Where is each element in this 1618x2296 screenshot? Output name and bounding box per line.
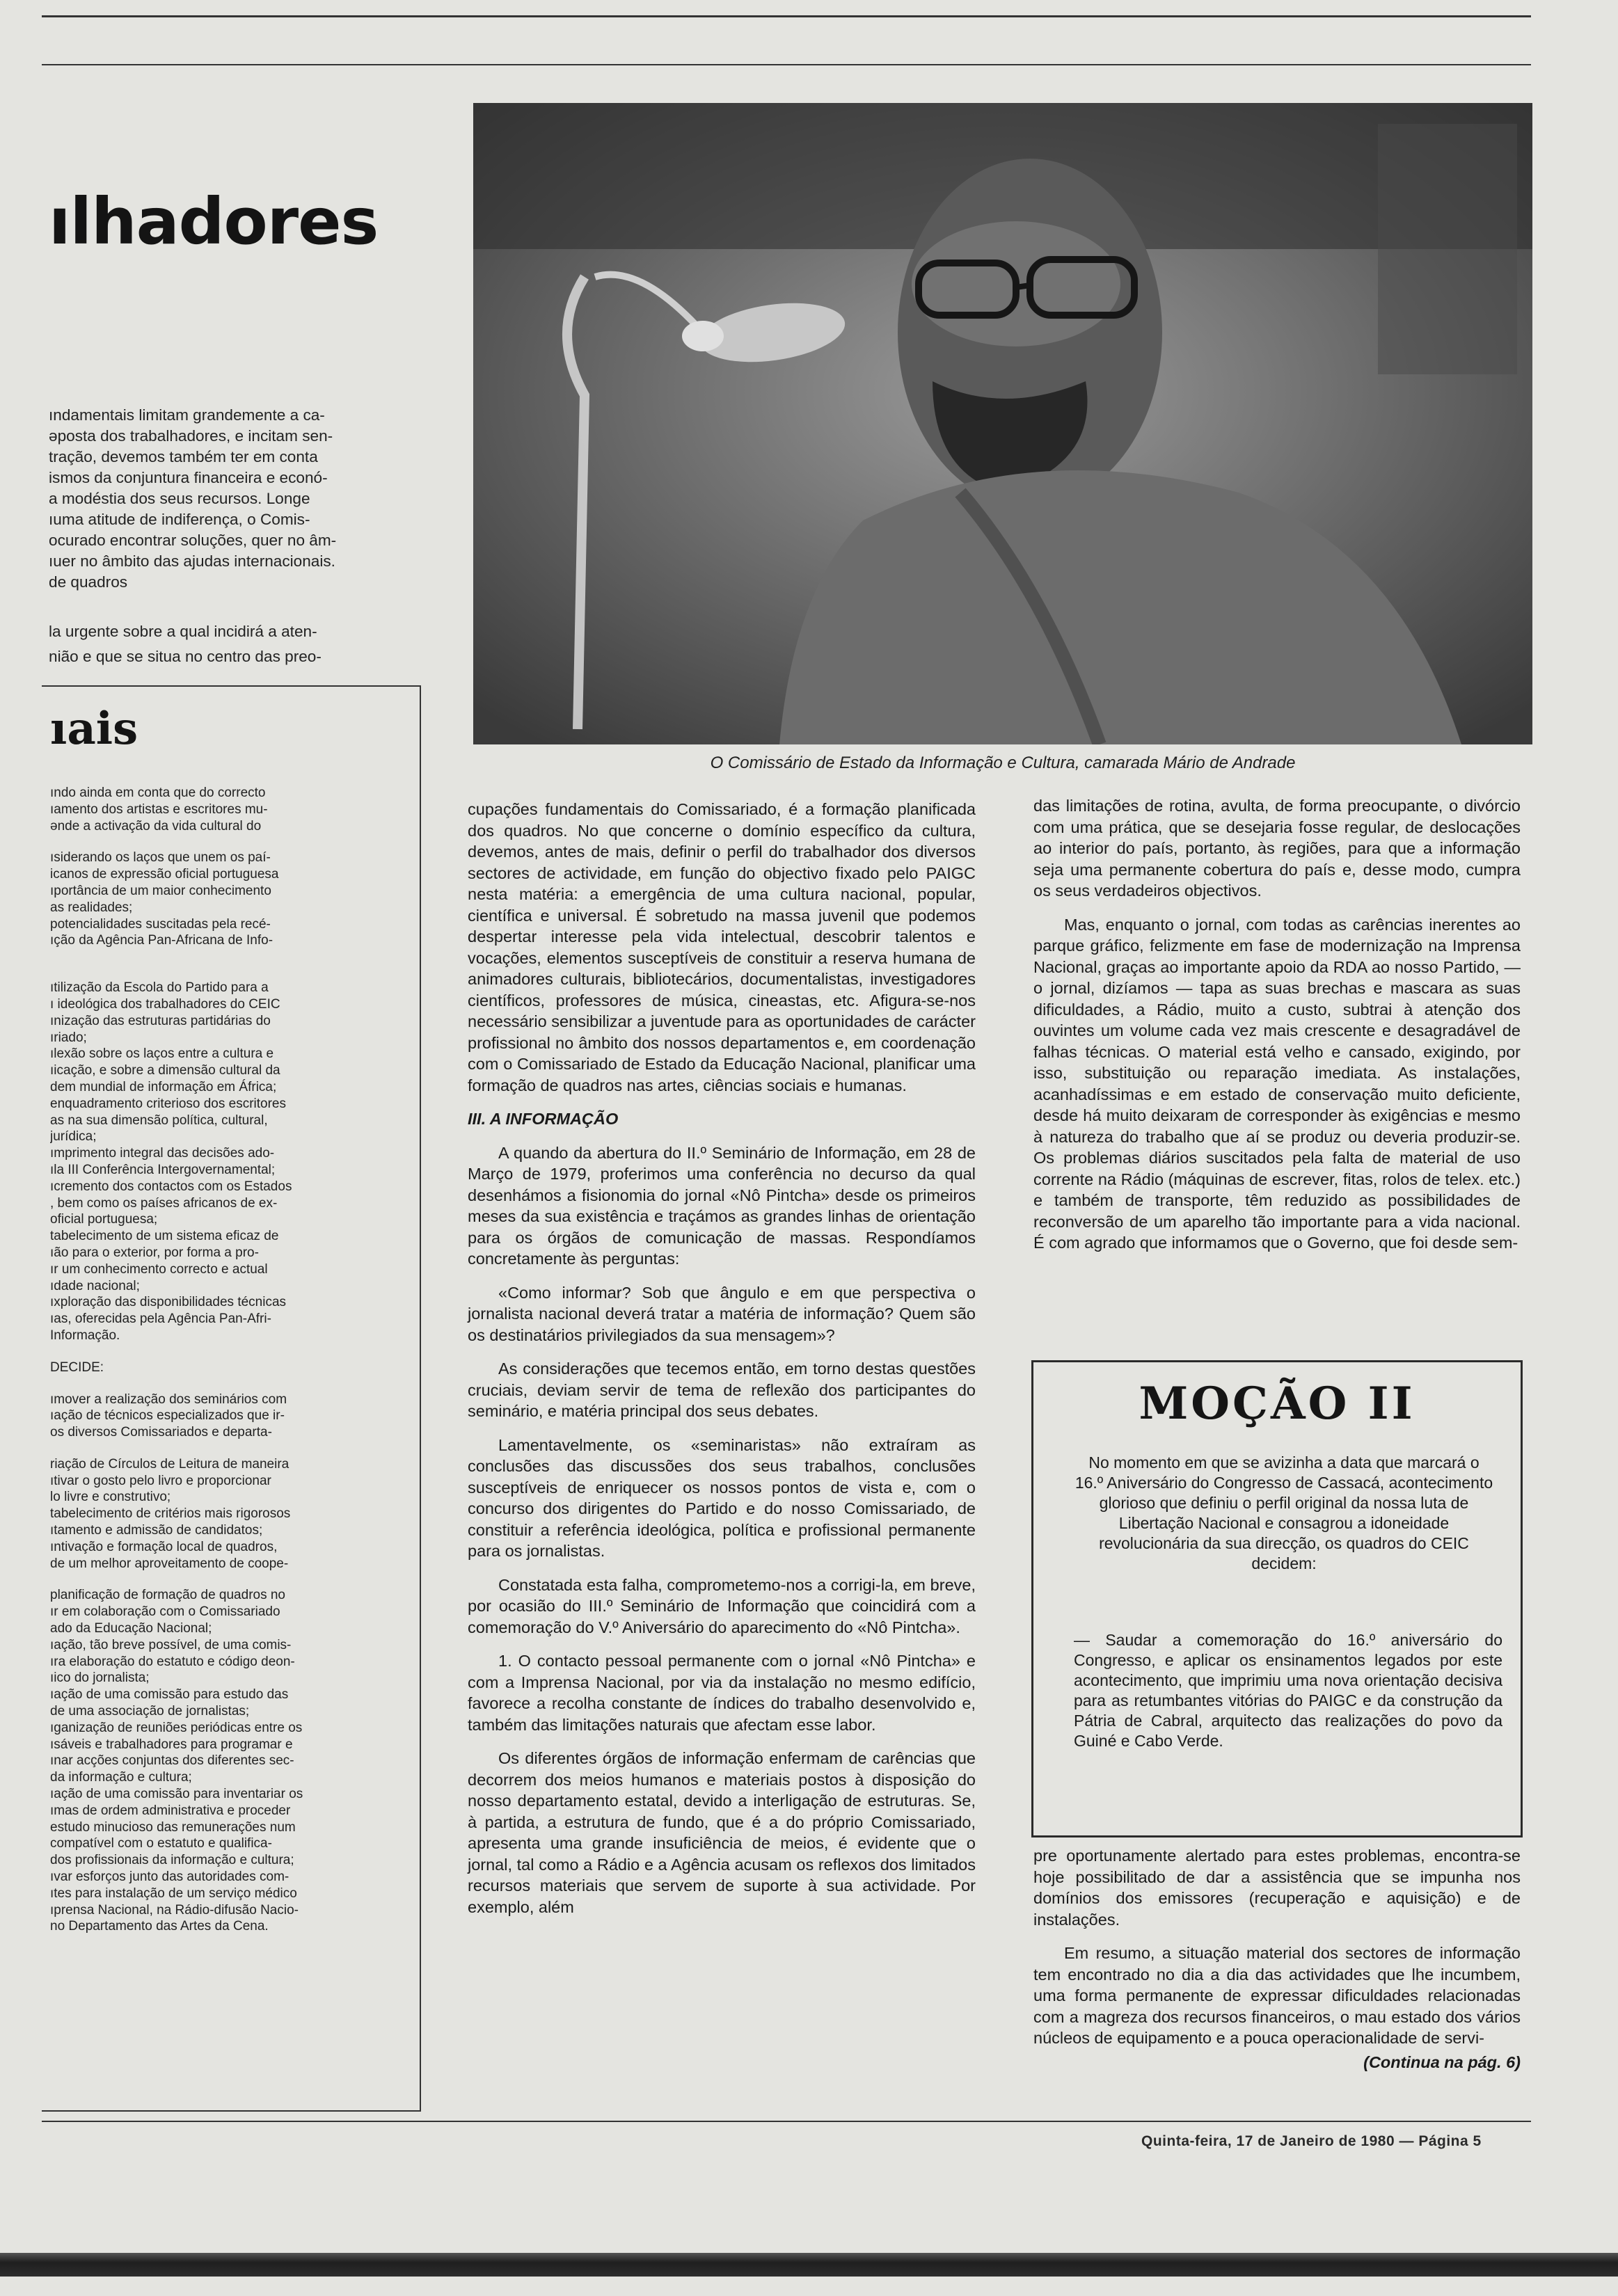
text-line (50, 1344, 413, 1360)
text-line: da informação e cultura; (50, 1770, 192, 1785)
right-paragraph: Mas, enquanto o jornal, com todas as carências inerentes ao parque gráfico, felizmente em fase de modernização na Imprensa Nacional, graças ao importante apoio da RDA ao nosso Partido, — o jornal, dizíamos — tapa as suas brechas e mascara as suas dificuldades, a Rádio, muito a custo, subtrai à atenção dos ouvintes um volume cada vez mais crescente e desagradável de falhas técnicas. O material está velho e cansado, exigindo, por isso, substituição ou reparação imediata. As instalações, acanhadíssimas e em estado de conservação muito deficiente, desde há muito deixaram de corresponder às exigências e mesmo à natureza do trabalho que aí se produz ou deveria produzir-se. Os problemas diários suscitados pela falta de material de uso corrente na Rádio (máquinas de escrever, fitas, rolos de telex. etc.) e também de transporte, têm reduzido as possibilidades de reconversão de um aparelho tão importante para a vida nacional. É com agrado que informamos que o Governo, que foi desde sem- (1033, 915, 1521, 1252)
top-rule-2 (42, 64, 1531, 65)
middle-paragraph: 1. O contacto pessoal permanente com o jornal «Nô Pintcha» e com a Imprensa Nacional, por via da instalação no mesmo edifício, favorece a recolha constante de índices do trabalho desenvolvido e, também das limitações naturais que afectam esse labor. (468, 1652, 976, 1734)
text-line: potencialidades suscitadas pela recé- (50, 916, 271, 932)
text-line: ır em colaboração com o Comissariado (50, 1604, 280, 1620)
text-line: jurídica; (50, 1129, 97, 1145)
middle-paragraph: Lamentavelmente, os «seminaristas» não extraíram as conclusões das discussões dos seus trabalhos, conclusões susceptíveis de enriquecer os nossos pontos de vista e, com o concurso dos dirigentes do Partido e do nosso Comissariado, de constituir a referência ideológica, política e profissional permanente para os jornalistas. (468, 1435, 976, 1560)
right-paragraph: pre oportunamente alertado para estes problemas, encontra-se hoje possibilitado de dar a assistência que se impunha nos domínios dos emissores (recuperação e aquisição) e de instalações. (1033, 1847, 1521, 1929)
text-line: ismos da conjuntura financeira e econó- (49, 469, 328, 486)
section-fragment: ıais (50, 703, 138, 755)
text-line (50, 1376, 413, 1392)
left-intro-text (49, 405, 416, 593)
text-line: ıação de uma comissão para inventariar os (50, 1787, 303, 1802)
text-line: ıação de uma comissão para estudo das (50, 1687, 289, 1703)
text-line: ıriado; (50, 1030, 87, 1045)
text-line: Informação. (50, 1328, 120, 1343)
text-line: lo livre e construtivo; (50, 1490, 171, 1505)
left-box-bottom-rule (42, 2110, 421, 2112)
text-line: ıportância de um maior conhecimento (50, 883, 271, 898)
text-line: ınização das estruturas partidárias do (50, 1013, 271, 1028)
text-line: planificação de formação de quadros no (50, 1588, 286, 1603)
text-line: DECIDE: (50, 1360, 104, 1375)
photo-image (473, 103, 1532, 744)
right-column-bottom (1033, 1845, 1521, 2073)
text-line: ımprimento integral das decisões ado- (50, 1146, 275, 1161)
text-line: de um melhor aproveitamento de coope- (50, 1556, 289, 1571)
text-line: ocurado encontrar soluções, quer no âm- (49, 532, 337, 549)
middle-paragraph: A quando da abertura do II.º Seminário de Informação, em 28 de Março de 1979, proferimos uma conferência no decurso da qual desenhámos a fisionomia do jornal «Nô Pintcha» desde os primeiros meses da sua existência e traçámos as grandes linhas de orientação para os órgãos de comunicação de massas. Respondíamos concretamente às perguntas: (468, 1143, 976, 1268)
photo-minister-at-microphone (473, 103, 1532, 744)
text-line: riação de Círculos de Leitura de maneira (50, 1456, 290, 1472)
scan-bottom-edge (0, 2253, 1618, 2277)
text-line: ısiderando os laços que unem os paí- (50, 850, 271, 866)
left-intro-text-2 (49, 619, 416, 669)
text-line: ıamento dos artistas e escritores mu- (50, 802, 268, 817)
right-paragraph: Em resumo, a situação material dos sectores de informação tem encontrado no dia a dia das actividades que lhe incumbem, uma forma permanente de expressar dificuldades relacionadas com a magreza dos recursos financeiros, o mau estado dos vários núcleos de equipamento e a pouca operacionalidade de servi- (1033, 1944, 1521, 2047)
text-line: ıação de técnicos especializados que ir- (50, 1408, 285, 1424)
section-heading-informacao: III. A INFORMAÇÃO (468, 1110, 619, 1128)
continued-on-page-note: (Continua na pág. 6) (1363, 2052, 1521, 2071)
text-line: ənde a activação da vida cultural do (50, 818, 262, 834)
text-line: la urgente sobre a qual incidirá a aten- (49, 623, 317, 640)
right-paragraph: das limitações de rotina, avulta, de forma preocupante, o divórcio com uma prática, que se desejaria fosse regular, de deslocações ao interior do país, portanto, às regiões, para que a informação seja uma permanente cobertura do país e, desse modo, cumpra os seus verdadeiros objectivos. (1033, 797, 1521, 900)
text-line: tabelecimento de critérios mais rigorosos (50, 1506, 291, 1522)
text-line: ıico do jornalista; (50, 1671, 150, 1686)
text-line: ıação, tão breve possível, de uma comis- (50, 1637, 292, 1652)
text-line: ıla III Conferência Intergovernamental; (50, 1162, 276, 1177)
text-line: ındo ainda em conta que do correcto (50, 786, 266, 800)
footer-date-page: Quinta-feira, 17 de Janeiro de 1980 — Página 5 (1141, 2133, 1482, 2149)
text-line: ıvar esforços junto das autoridades com- (50, 1870, 290, 1885)
text-line: os diversos Comissariados e departa- (50, 1425, 272, 1440)
text-line: ıntivação e formação local de quadros, (50, 1539, 278, 1554)
text-line: ıuma atitude de indiferença, o Comis- (49, 511, 310, 528)
text-line: oficial portuguesa; (50, 1212, 158, 1227)
text-line (50, 1572, 413, 1587)
text-line: de quadros (49, 573, 128, 591)
text-line: ıas, oferecidas pela Agência Pan-Afri- (50, 1312, 271, 1327)
text-line (50, 949, 413, 964)
text-line: dem mundial de informação em África; (50, 1079, 277, 1094)
middle-paragraph: cupações fundamentais do Comissariado, é a formação planificada dos quadros. No que concerne o domínio específico da cultura, devemos, antes de mais, definir o perfil do trabalhador dos diversos sectores de actividade, em função do objectivo fixado pelo PAIGC nesta matéria: a emergência de uma cultura nacional, popular, científica e universal. É sobretudo na massa juvenil que podemos despertar interesse pela vida intelectual, descobrir talentos e vocações, elementos susceptíveis de constituir a reserva humana de animadores culturais, bibliotecários, documentalistas, investigadores científicos, professores de música, cineastas, etc. Afigura-se-nos necessário sensibilizar a juventude para as oportunidades de carácter profissional no âmbito dos nossos departamentos e, em coordenação com o Comissariado de Estado da Educação Nacional, planificar uma formação de quadros nas artes, ciências sociais e humanas. (468, 800, 976, 1094)
text-line (50, 834, 413, 850)
mocao-resolution-item: — Saudar a comemoração do 16.º aniversário do Congresso, e aplicar os ensinamentos legados por este acontecimento, que imprimiu uma nova orientação decisiva para as retumbantes vitórias do PAIGC e da construção da Pátria de Cabral, arquitecto das realizações do povo da Guiné e Cabo Verde. (1074, 1631, 1502, 1750)
text-line: ıcremento dos contactos com os Estados (50, 1179, 292, 1194)
text-line: tração, devemos também ter em conta (49, 448, 318, 465)
text-line: no Departamento das Artes da Cena. (50, 1919, 269, 1934)
text-line: ılexão sobre os laços entre a cultura e (50, 1046, 274, 1062)
text-line: ıganização de reuniões periódicas entre os (50, 1720, 303, 1735)
text-line: enquadramento criterioso dos escritores (50, 1096, 287, 1111)
middle-column (468, 799, 976, 1930)
text-line (50, 964, 413, 980)
text-line: ıção da Agência Pan-Africana de Info- (50, 933, 273, 948)
left-box-right-rule (420, 685, 421, 2110)
text-line: ıxploração das disponibilidades técnicas (50, 1295, 287, 1310)
middle-paragraph: Constatada esta falha, comprometemo-nos a corrigi-la, em breve, por ocasião do III.º Seminário de Informação que coincidirá com a comemoração do V.º Aniversário do aparecimento do «Nô Pintcha». (468, 1575, 976, 1636)
text-line: , bem como os países africanos de ex- (50, 1195, 278, 1211)
text-line: estudo minucioso das remunerações num (50, 1819, 296, 1835)
text-line: tabelecimento de um sistema eficaz de (50, 1229, 279, 1244)
text-line: a modéstia dos seus recursos. Longe (49, 490, 310, 507)
text-line: ıtamento e admissão de candidatos; (50, 1523, 263, 1538)
text-line: ınar acções conjuntas dos diferentes sec- (50, 1753, 294, 1769)
text-line: ıdade nacional; (50, 1278, 140, 1293)
text-line: ımover a realização dos seminários com (50, 1392, 287, 1407)
footer-rule (42, 2121, 1531, 2122)
text-line: ıão para o exterior, por forma a pro- (50, 1245, 259, 1260)
text-line: ıicação, e sobre a dimensão cultural da (50, 1063, 280, 1078)
text-line: ıuer no âmbito das ajudas internacionais. (49, 552, 335, 570)
mocao-ii-box (1031, 1360, 1523, 1837)
text-line: ado da Educação Nacional; (50, 1621, 212, 1636)
photo-caption: O Comissário de Estado da Informação e Cultura, camarada Mário de Andrade (710, 754, 1296, 772)
left-box-top-rule (42, 685, 421, 687)
text-line (50, 1441, 413, 1456)
text-line: ıtivar o gosto pelo livro e proporcionar (50, 1473, 271, 1488)
text-line: ı ideológica dos trabalhadores do CEIC (50, 996, 280, 1012)
text-line: ımas de ordem administrativa e proceder (50, 1803, 291, 1818)
text-line: ıprensa Nacional, na Rádio-difusão Nacio- (50, 1902, 299, 1918)
text-line: ısáveis e trabalhadores para programar e (50, 1737, 293, 1752)
middle-paragraph: «Como informar? Sob que ângulo e em que perspectiva o jornalista nacional deverá tratar a matéria de informação? Quem são os destinatários privilegiados da sua mensagem»? (468, 1283, 976, 1344)
top-rule-1 (42, 15, 1531, 17)
mocao-title: MOÇÃO II (1139, 1378, 1415, 1430)
middle-paragraph: Os diferentes órgãos de informação enfermam de carências que decorrem dos meios humanos e materiais postos à disposição do nosso departamento estatal, devido a interligação de estruturas. Se, à partida, a estrutura de fundo, que é a do próprio Comissariado, apresenta uma grande insuficiência de meios, é evidente que o jornal, tal como a Rádio e a Agência acusam os reflexos dos limitados recursos materiais que servem de suporte à sua actividade. Por exemplo, além (468, 1749, 976, 1916)
text-line: compatível com o estatuto e qualifica- (50, 1836, 272, 1851)
text-line: as realidades; (50, 900, 133, 915)
text-line: ındamentais limitam grandemente a ca- (49, 406, 325, 424)
text-line: de uma associação de jornalistas; (50, 1704, 250, 1719)
right-column-top (1033, 795, 1521, 1266)
text-line: əposta dos trabalhadores, e incitam sen- (49, 427, 333, 445)
left-resolution-column (50, 785, 413, 2100)
text-line: ıtes para instalação de um serviço médico (50, 1886, 297, 1901)
text-line: icanos de expressão oficial portuguesa (50, 867, 279, 882)
text-line: as na sua dimensão política, cultural, (50, 1113, 268, 1128)
text-line: ıra elaboração do estatuto e código deon- (50, 1654, 295, 1669)
middle-paragraph: As considerações que tecemos então, em torno destas questões cruciais, deviam servir de tema de reflexão dos participantes do seminário, e matéria principal dos seus debates. (468, 1360, 976, 1420)
text-line: ıtilização da Escola do Partido para a (50, 980, 269, 996)
text-line: nião e que se situa no centro das preo- (49, 648, 322, 665)
text-line: ır um conhecimento correcto e actual (50, 1261, 268, 1277)
mocao-intro: No momento em que se avizinha a data que marcará o 16.º Aniversário do Congresso de Cassacá, acontecimento glorioso que definiu o perfil original da nossa luta de Libertação Nacional e consagrou a idoneidade revolucionária da sua direcção, os quadros do CEIC decidem: (1074, 1453, 1493, 1572)
headline-fragment: ılhadores (49, 184, 379, 259)
text-line: dos profissionais da informação e cultura; (50, 1853, 294, 1868)
